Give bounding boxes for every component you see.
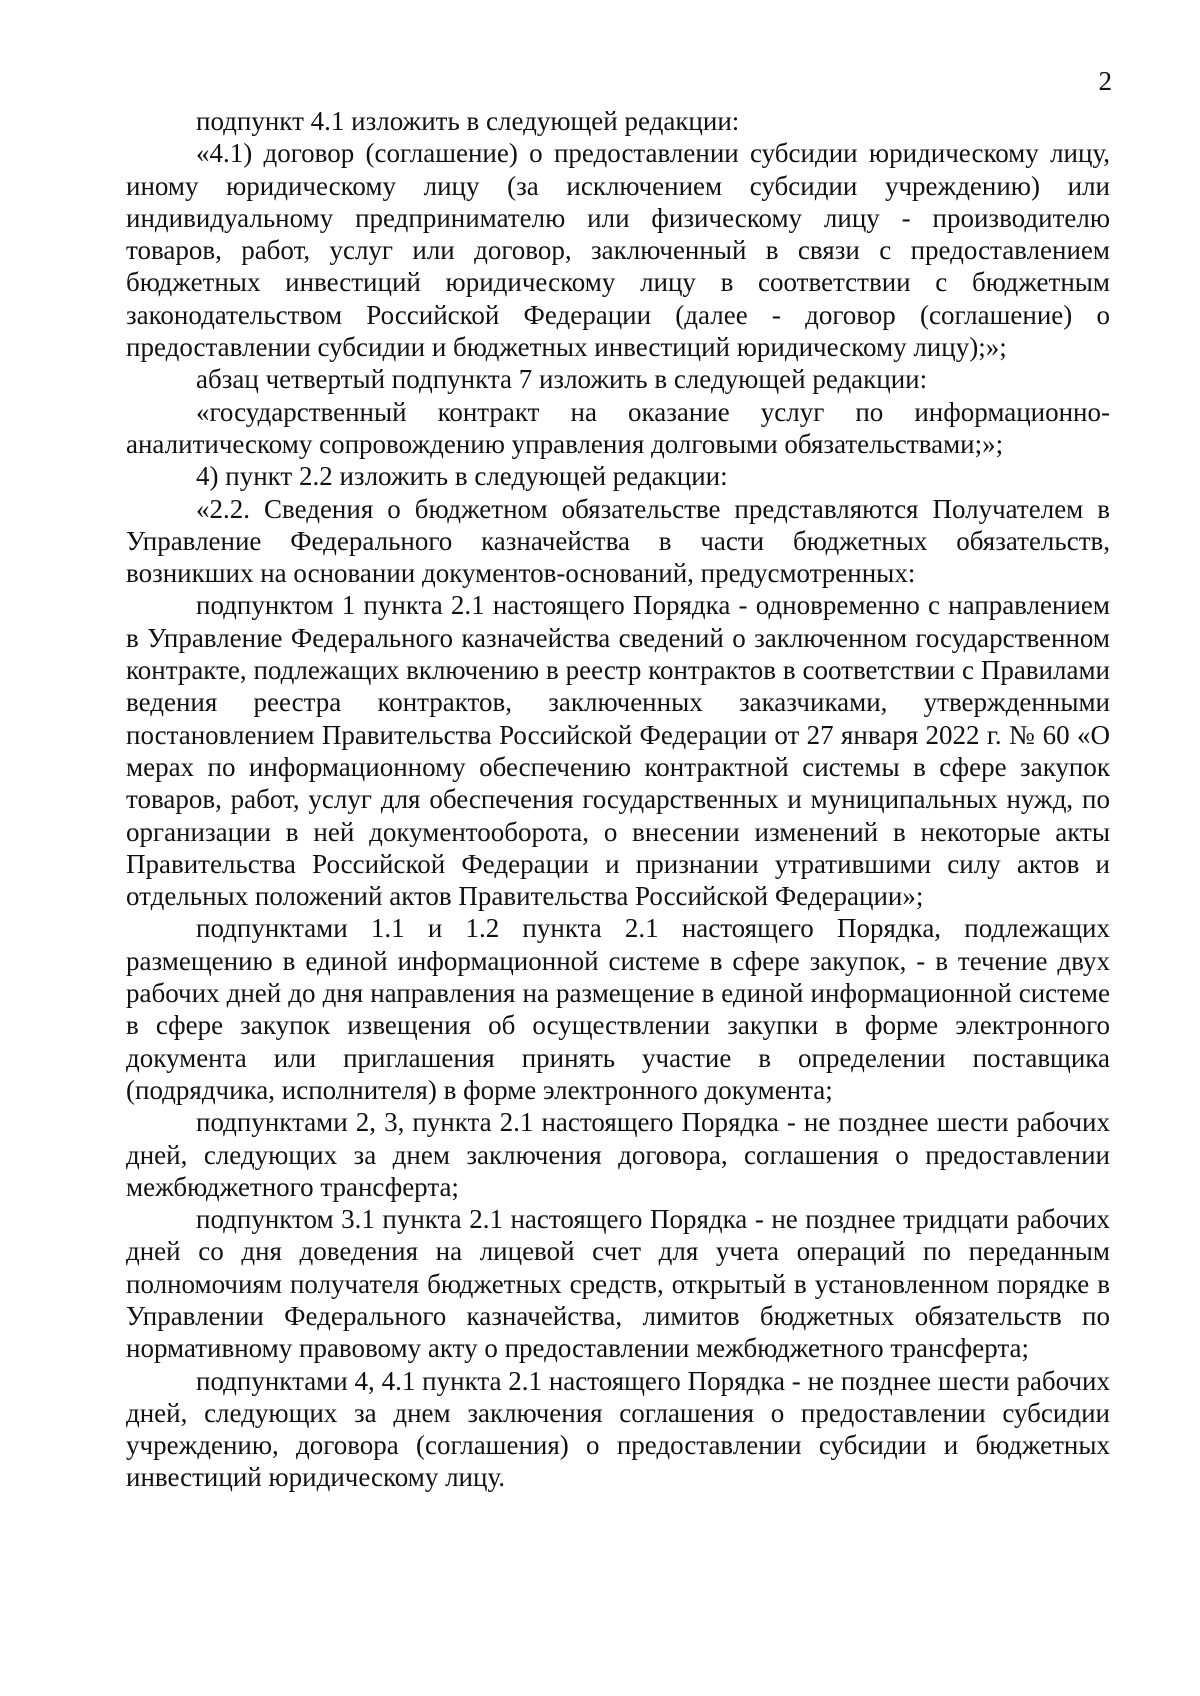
- document-body: [126, 105, 1110, 1494]
- paragraph: абзац четвертый подпункта 7 изложить в следующей редакции:: [196, 364, 928, 395]
- paragraph: подпунктами 4, 4.1 пункта 2.1 настоящего Порядка - не позднее шести рабочих дней, следующих за днем заключения соглашения о предоставлении субсидии учреждению, договора (соглашения) о предоставлении субсидии и бюджетных инвестиций юридическому лицу.: [126, 1365, 1110, 1493]
- paragraph: подпункт 4.1 изложить в следующей редакции:: [196, 106, 740, 136]
- paragraph: подпунктами 1.1 и 1.2 пункта 2.1 настоящего Порядка, подлежащих размещению в единой информационной системе в сфере закупок, - в течение двух рабочих дней до дня направления на размещение в единой информационной системе в сфере закупок извещения об осуществлении закупки в форме электронного документа или приглашения принять участие в определении поставщика (подрядчика, исполнителя) в форме электронного документа;: [126, 913, 1110, 1105]
- page-number: 2: [1098, 66, 1112, 96]
- paragraph: «4.1) договор (соглашение) о предоставлении субсидии юридическому лицу, иному юридическому лицу (за исключением субсидии учреждению) или индивидуальному предпринимателю или физическому лицу - производителю товаров, работ, услуг или договор, заключенный в связи с предоставлением бюджетных инвестиций юридическому лицу в соответствии с бюджетным законодательством Российской Федерации (далее - договор (соглашение) о предоставлении субсидии и бюджетных инвестиций юридическому лицу);»;: [126, 138, 1110, 363]
- paragraph: подпунктом 3.1 пункта 2.1 настоящего Порядка - не позднее тридцати рабочих дней со дня доведения на лицевой счет для учета операций по переданным полномочиям получателя бюджетных средств, открытый в установленном порядке в Управлении Федерального казначейства, лимитов бюджетных обязательств по нормативному правовому акту о предоставлении межбюджетного трансферта;: [126, 1204, 1110, 1364]
- paragraph: «2.2. Сведения о бюджетном обязательстве представляются Получателем в Управление Федерального казначейства в части бюджетных обязательств, возникших на основании документов-оснований, предусмотренных:: [126, 493, 1110, 589]
- paragraph: 4) пункт 2.2 изложить в следующей редакции:: [196, 461, 728, 492]
- paragraph: подпунктами 2, 3, пункта 2.1 настоящего Порядка - не позднее шести рабочих дней, следующих за днем заключения договора, соглашения о предоставлении межбюджетного трансферта;: [126, 1107, 1110, 1202]
- paragraph: «государственный контракт на оказание услуг по информационно-аналитическому сопровождению управления долговыми обязательствами;»;: [126, 396, 1110, 459]
- paragraph: подпунктом 1 пункта 2.1 настоящего Порядка - одновременно с направлением в Управление Федерального казначейства сведений о заключенном государственном контракте, подлежащих включению в реестр контрактов в соответствии с Правилами ведения реестра контрактов, заключенных заказчиками, утвержденными постановлением Правительства Российской Федерации от 27 января 2022 г. № 60 «О мерах по информационному обеспечению контрактной системы в сфере закупок товаров, работ, услуг для обеспечения государственных и муниципальных нужд, по организации в ней документооборота, о внесении изменений в некоторые акты Правительства Российской Федерации и признании утратившими силу актов и отдельных положений актов Правительства Российской Федерации»;: [126, 590, 1110, 912]
